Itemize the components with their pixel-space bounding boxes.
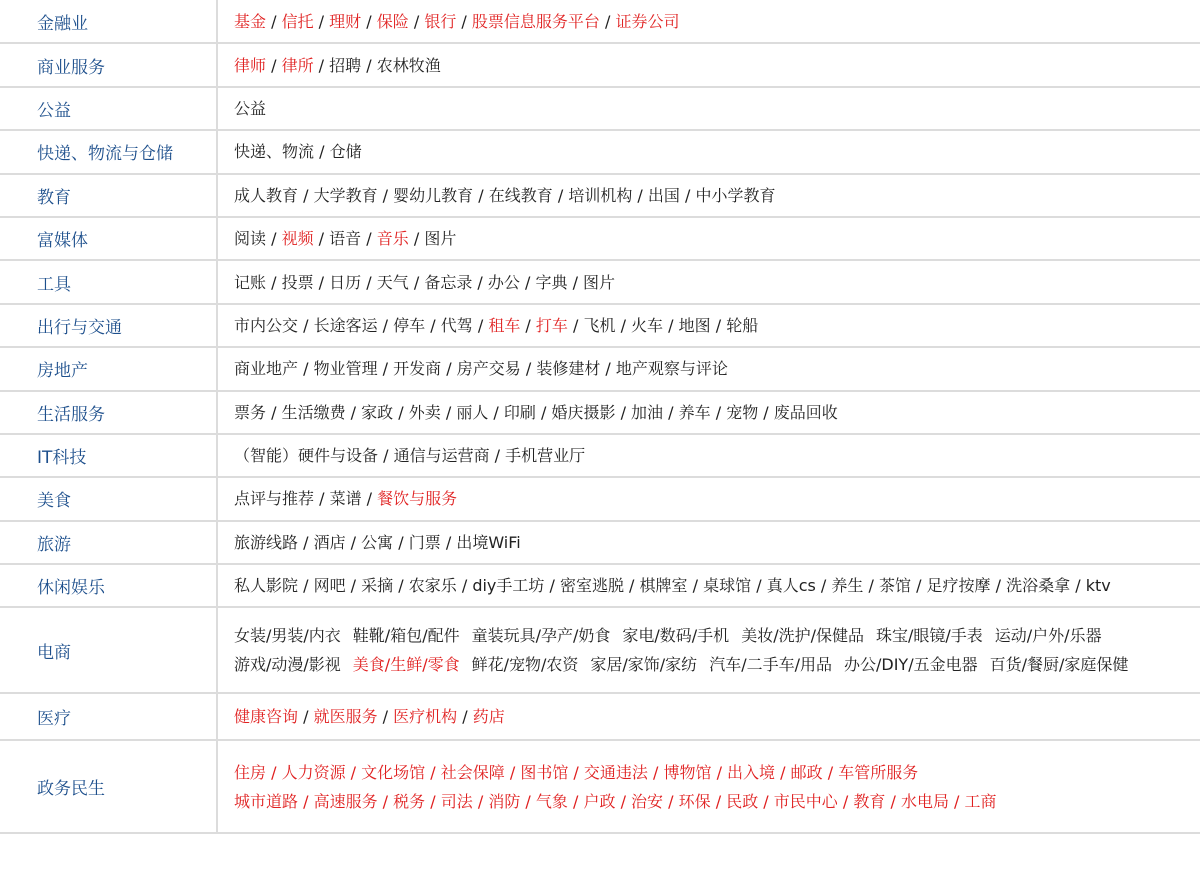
item-link[interactable]: 教育: [853, 791, 886, 811]
item-link[interactable]: 采摘: [361, 576, 394, 596]
items-line: [234, 268, 1200, 297]
item-separator: /: [266, 229, 282, 249]
item-link[interactable]: 飞机: [583, 315, 616, 335]
item-link[interactable]: 记账: [234, 272, 267, 292]
items-line: [234, 571, 1200, 600]
item-link[interactable]: 博物馆: [663, 762, 712, 782]
item-separator: /: [345, 576, 362, 596]
item-link[interactable]: 生活缴费: [281, 402, 346, 422]
item-separator: /: [822, 762, 839, 782]
item-link[interactable]: 培训机构: [568, 185, 633, 205]
item-separator: /: [837, 791, 854, 811]
item-separator: /: [298, 359, 314, 379]
item-separator: /: [313, 229, 330, 249]
item-link[interactable]: 宠物: [726, 402, 759, 422]
item-separator: /: [615, 315, 632, 335]
item-separator: /: [775, 762, 791, 782]
category-row: [0, 217, 1200, 260]
item-link[interactable]: 成人教育: [234, 185, 299, 205]
item-link[interactable]: 民政: [726, 791, 759, 811]
item-link[interactable]: 轮船: [726, 315, 759, 335]
item-link[interactable]: 婴幼儿教育: [393, 185, 474, 205]
item-separator: /: [568, 762, 584, 782]
items-line: [234, 224, 1200, 253]
item-separator: /: [378, 446, 394, 466]
item-link[interactable]: 女装/男装/内衣: [234, 626, 341, 646]
item-link[interactable]: 家政: [361, 402, 394, 422]
item-separator: /: [663, 791, 679, 811]
item-separator: /: [711, 762, 728, 782]
item-separator: /: [377, 791, 394, 811]
item-link[interactable]: 律师: [234, 55, 267, 75]
category-row: [0, 0, 1200, 43]
category-items: [217, 260, 1200, 303]
item-link[interactable]: 天气: [376, 272, 409, 292]
item-separator: /: [345, 532, 362, 552]
item-link[interactable]: 火车: [631, 315, 664, 335]
item-separator: /: [408, 229, 425, 249]
item-link[interactable]: 运动/户外/乐器: [994, 626, 1102, 646]
item-separator: /: [751, 576, 767, 596]
item-separator: /: [535, 402, 552, 422]
item-link[interactable]: 高速服务: [313, 791, 378, 811]
item-separator: /: [520, 359, 537, 379]
item-separator: /: [314, 489, 330, 509]
item-link[interactable]: 住房: [234, 762, 267, 782]
item-separator: /: [266, 402, 282, 422]
item-link[interactable]: 消防: [488, 791, 521, 811]
item-link[interactable]: 视频: [281, 229, 314, 249]
items-line: [234, 484, 1200, 513]
item-link[interactable]: 就医服务: [313, 707, 378, 727]
item-separator: /: [863, 576, 879, 596]
item-link[interactable]: 真人cs: [766, 576, 816, 596]
category-row: [0, 607, 1200, 693]
category-items: [217, 434, 1200, 477]
category-name: IT科技: [0, 434, 217, 477]
category-name: 政务民生: [0, 740, 217, 833]
item-link[interactable]: 加油: [631, 402, 664, 422]
item-separator: /: [266, 11, 282, 31]
item-link[interactable]: 股票信息服务平台: [471, 11, 600, 31]
item-separator: /: [313, 55, 330, 75]
category-items: [217, 564, 1200, 607]
item-link[interactable]: 环保: [678, 791, 711, 811]
item-separator: /: [361, 55, 377, 75]
item-link[interactable]: 仓储: [329, 142, 362, 162]
item-link[interactable]: 律所: [281, 55, 314, 75]
item-separator: /: [520, 791, 536, 811]
category-items: [217, 174, 1200, 217]
category-name: 房地产: [0, 347, 217, 390]
category-items: [217, 87, 1200, 130]
item-separator: /: [710, 402, 727, 422]
item-separator: /: [361, 11, 377, 31]
item-link[interactable]: 大学教育: [313, 185, 378, 205]
item-link[interactable]: 治安: [631, 791, 664, 811]
item-link[interactable]: 装修建材: [536, 359, 601, 379]
item-link[interactable]: 房产交易: [456, 359, 521, 379]
category-row: [0, 260, 1200, 303]
item-link[interactable]: 水电局: [900, 791, 949, 811]
item-separator: /: [647, 762, 664, 782]
item-link[interactable]: 农林牧渔: [376, 55, 441, 75]
item-separator: /: [345, 402, 362, 422]
category-name: 商业服务: [0, 43, 217, 86]
item-separator: /: [377, 315, 394, 335]
item-link[interactable]: 票务: [234, 402, 267, 422]
item-link[interactable]: 交通违法: [583, 762, 648, 782]
item-separator: /: [441, 359, 457, 379]
item-separator: /: [663, 315, 679, 335]
item-link[interactable]: 户政: [583, 791, 616, 811]
item-link[interactable]: 洗浴桑拿: [1006, 576, 1071, 596]
category-items: [217, 217, 1200, 260]
item-separator: /: [425, 762, 441, 782]
items-line: [234, 7, 1200, 36]
category-items: [217, 693, 1200, 740]
category-name: 出行与交通: [0, 304, 217, 347]
item-link[interactable]: diy手工坊: [472, 576, 545, 596]
item-link[interactable]: 快递、物流: [234, 142, 315, 162]
item-link[interactable]: 丽人: [456, 402, 489, 422]
category-items: [217, 304, 1200, 347]
item-link[interactable]: 工商: [964, 791, 997, 811]
item-link[interactable]: 菜谱: [329, 489, 362, 509]
items-line: [234, 181, 1200, 210]
item-link[interactable]: 信托: [281, 11, 314, 31]
item-separator: /: [361, 229, 377, 249]
item-link[interactable]: 公寓: [361, 532, 394, 552]
item-link[interactable]: 投票: [281, 272, 314, 292]
item-separator: /: [313, 11, 330, 31]
item-separator: /: [567, 791, 584, 811]
item-link[interactable]: 司法: [440, 791, 473, 811]
item-link[interactable]: 珠宝/眼镜/手表: [875, 626, 983, 646]
category-row: [0, 740, 1200, 833]
item-link[interactable]: 公益: [234, 98, 267, 118]
item-separator: /: [885, 791, 901, 811]
category-items: [217, 43, 1200, 86]
item-separator: /: [440, 532, 457, 552]
item-link[interactable]: 旅游线路: [234, 532, 299, 552]
item-separator: /: [599, 11, 616, 31]
item-link[interactable]: 茶馆: [878, 576, 911, 596]
category-name: 快递、物流与仓储: [0, 130, 217, 173]
item-separator: /: [623, 576, 640, 596]
item-link[interactable]: 证券公司: [615, 11, 680, 31]
item-link[interactable]: 文化场馆: [361, 762, 426, 782]
item-link[interactable]: 办公: [487, 272, 520, 292]
category-row: [0, 391, 1200, 434]
item-separator: /: [615, 402, 632, 422]
item-link[interactable]: 家电/数码/手机: [622, 626, 730, 646]
item-separator: /: [345, 762, 362, 782]
item-link[interactable]: 游戏/动漫/影视: [234, 655, 341, 675]
category-name: 电商: [0, 607, 217, 693]
item-separator: /: [632, 185, 648, 205]
item-link[interactable]: 备忘录: [424, 272, 473, 292]
item-link[interactable]: 出国: [647, 185, 680, 205]
item-link[interactable]: 地产观察与评论: [615, 359, 728, 379]
item-separator: /: [393, 532, 409, 552]
item-separator: /: [393, 576, 409, 596]
item-link[interactable]: 美食/生鲜/零食: [352, 655, 460, 675]
item-link[interactable]: （智能）硬件与设备: [234, 446, 379, 466]
item-separator: /: [1070, 576, 1086, 596]
category-name: 医疗: [0, 693, 217, 740]
category-items: [217, 521, 1200, 564]
item-separator: /: [377, 359, 394, 379]
category-items: [217, 347, 1200, 390]
item-link[interactable]: 在线教育: [488, 185, 553, 205]
item-link[interactable]: 停车: [393, 315, 426, 335]
category-name: 生活服务: [0, 391, 217, 434]
item-link[interactable]: 代驾: [440, 315, 473, 335]
item-separator: /: [457, 707, 473, 727]
item-separator: /: [710, 791, 727, 811]
items-line: [234, 51, 1200, 80]
item-link[interactable]: 打车: [535, 315, 568, 335]
category-name: 工具: [0, 260, 217, 303]
item-link[interactable]: 车管所服务: [838, 762, 919, 782]
items-line: [234, 137, 1200, 166]
item-separator: /: [266, 55, 282, 75]
item-separator: /: [615, 791, 632, 811]
item-separator: /: [472, 315, 489, 335]
item-link[interactable]: 家居/家饰/家纺: [590, 655, 698, 675]
category-name: 富媒体: [0, 217, 217, 260]
category-name: 金融业: [0, 0, 217, 43]
item-separator: /: [489, 446, 506, 466]
item-separator: /: [266, 762, 282, 782]
item-link[interactable]: 健康咨询: [234, 707, 299, 727]
item-separator: /: [520, 315, 536, 335]
item-link[interactable]: 外卖: [408, 402, 441, 422]
item-link[interactable]: 音乐: [376, 229, 409, 249]
item-link[interactable]: 长途客运: [313, 315, 378, 335]
category-row: [0, 477, 1200, 520]
item-link[interactable]: 字典: [535, 272, 568, 292]
item-link[interactable]: 开发商: [393, 359, 442, 379]
item-link[interactable]: 保险: [376, 11, 409, 31]
item-separator: /: [361, 272, 377, 292]
item-link[interactable]: 市内公交: [234, 315, 299, 335]
item-link[interactable]: 点评与推荐: [234, 489, 315, 509]
item-link[interactable]: 鲜花/宠物/农资: [471, 655, 579, 675]
item-separator: /: [472, 272, 488, 292]
item-separator: /: [990, 576, 1007, 596]
item-link[interactable]: 租车: [488, 315, 521, 335]
items-line: [234, 94, 1200, 123]
item-separator: /: [456, 576, 473, 596]
item-separator: /: [377, 707, 394, 727]
category-name: 美食: [0, 477, 217, 520]
item-link[interactable]: 网吧: [313, 576, 346, 596]
items-line: [234, 398, 1200, 427]
item-link[interactable]: 密室逃脱: [559, 576, 624, 596]
item-separator: /: [456, 11, 472, 31]
items-line: [234, 354, 1200, 383]
category-items: [217, 740, 1200, 833]
item-link[interactable]: 气象: [535, 791, 568, 811]
item-separator: /: [440, 402, 457, 422]
item-link[interactable]: 社会保障: [440, 762, 505, 782]
item-separator: /: [361, 489, 378, 509]
item-link[interactable]: 基金: [234, 11, 267, 31]
item-separator: /: [472, 791, 489, 811]
item-separator: /: [519, 272, 536, 292]
item-separator: /: [504, 762, 521, 782]
item-link[interactable]: 汽车/二手车/用品: [709, 655, 832, 675]
category-items: [217, 391, 1200, 434]
item-link[interactable]: 棋牌室: [639, 576, 688, 596]
item-separator: /: [408, 272, 425, 292]
item-link[interactable]: 图书馆: [520, 762, 569, 782]
item-link[interactable]: 人力资源: [281, 762, 346, 782]
item-separator: /: [298, 576, 314, 596]
item-separator: /: [567, 272, 584, 292]
category-row: [0, 521, 1200, 564]
item-separator: /: [679, 185, 696, 205]
item-separator: /: [910, 576, 927, 596]
category-row: [0, 304, 1200, 347]
item-link[interactable]: 办公/DIY/五金电器: [843, 655, 978, 675]
item-link[interactable]: 阅读: [234, 229, 267, 249]
item-link[interactable]: 城市道路: [234, 791, 299, 811]
items-line: [234, 528, 1200, 557]
item-link[interactable]: 桌球馆: [703, 576, 752, 596]
category-row: [0, 347, 1200, 390]
item-separator: /: [488, 402, 504, 422]
item-separator: /: [298, 185, 314, 205]
category-row: [0, 693, 1200, 740]
item-link[interactable]: 足疗按摩: [926, 576, 991, 596]
item-link[interactable]: 餐饮与服务: [377, 489, 458, 509]
item-link[interactable]: 物业管理: [313, 359, 378, 379]
category-items: [217, 130, 1200, 173]
item-separator: /: [377, 185, 394, 205]
item-separator: /: [948, 791, 965, 811]
items-line: [234, 758, 1200, 787]
item-link[interactable]: 商业地产: [234, 359, 299, 379]
item-link[interactable]: 税务: [393, 791, 426, 811]
item-separator: /: [710, 315, 727, 335]
category-name: 公益: [0, 87, 217, 130]
category-items: [217, 0, 1200, 43]
item-separator: /: [266, 272, 282, 292]
item-link[interactable]: 养车: [678, 402, 711, 422]
item-link[interactable]: ktv: [1085, 576, 1111, 596]
item-link[interactable]: 婚庆摄影: [551, 402, 616, 422]
item-link[interactable]: 酒店: [313, 532, 346, 552]
item-link[interactable]: 市民中心: [773, 791, 838, 811]
item-separator: /: [298, 707, 314, 727]
item-separator: /: [313, 272, 330, 292]
category-row: [0, 564, 1200, 607]
item-separator: /: [663, 402, 679, 422]
category-items: [217, 477, 1200, 520]
items-line: [234, 702, 1200, 731]
item-link[interactable]: 语音: [329, 229, 362, 249]
item-separator: /: [815, 576, 832, 596]
item-separator: /: [298, 791, 314, 811]
item-link[interactable]: 鞋靴/箱包/配件: [352, 626, 460, 646]
item-link[interactable]: 手机营业厅: [505, 446, 586, 466]
category-name: 教育: [0, 174, 217, 217]
category-row: [0, 130, 1200, 173]
category-row: [0, 43, 1200, 86]
item-separator: /: [298, 315, 314, 335]
item-separator: /: [758, 791, 774, 811]
items-line: [234, 787, 1200, 816]
item-link[interactable]: 印刷: [503, 402, 536, 422]
item-separator: /: [758, 402, 774, 422]
item-link[interactable]: 废品回收: [773, 402, 838, 422]
item-separator: /: [314, 142, 330, 162]
item-link[interactable]: 私人影院: [234, 576, 299, 596]
item-separator: /: [600, 359, 616, 379]
item-link[interactable]: 百货/餐厨/家庭保健: [989, 655, 1129, 675]
item-link[interactable]: 药店: [472, 707, 505, 727]
item-link[interactable]: 招聘: [329, 55, 362, 75]
item-link[interactable]: 中小学教育: [695, 185, 776, 205]
item-link[interactable]: 理财: [329, 11, 362, 31]
item-link[interactable]: 养生: [831, 576, 864, 596]
item-link[interactable]: 银行: [424, 11, 457, 31]
item-link[interactable]: 美妆/洗护/保健品: [741, 626, 864, 646]
item-separator: /: [408, 11, 425, 31]
items-line: [234, 441, 1200, 470]
item-separator: /: [567, 315, 584, 335]
item-separator: /: [552, 185, 569, 205]
item-link[interactable]: 出境WiFi: [456, 532, 521, 552]
category-name: 旅游: [0, 521, 217, 564]
item-link[interactable]: 图片: [424, 229, 457, 249]
item-separator: /: [425, 315, 441, 335]
item-link[interactable]: 地图: [678, 315, 711, 335]
item-link[interactable]: 邮政: [790, 762, 823, 782]
category-items: [217, 607, 1200, 693]
item-link[interactable]: 图片: [583, 272, 616, 292]
item-separator: /: [425, 791, 441, 811]
item-separator: /: [298, 532, 314, 552]
item-link[interactable]: 通信与运营商: [393, 446, 490, 466]
item-link[interactable]: 日历: [329, 272, 362, 292]
item-link[interactable]: 门票: [408, 532, 441, 552]
items-line: [234, 621, 1200, 650]
category-row: [0, 174, 1200, 217]
item-separator: /: [544, 576, 560, 596]
category-row: [0, 87, 1200, 130]
item-link[interactable]: 医疗机构: [393, 707, 458, 727]
category-row: [0, 434, 1200, 477]
item-link[interactable]: 出入境: [727, 762, 776, 782]
item-separator: /: [473, 185, 489, 205]
category-name: 休闲娱乐: [0, 564, 217, 607]
item-separator: /: [393, 402, 409, 422]
items-line: [234, 650, 1200, 679]
item-link[interactable]: 农家乐: [408, 576, 457, 596]
items-line: [234, 311, 1200, 340]
item-separator: /: [687, 576, 704, 596]
item-link[interactable]: 童装玩具/孕产/奶食: [471, 626, 611, 646]
